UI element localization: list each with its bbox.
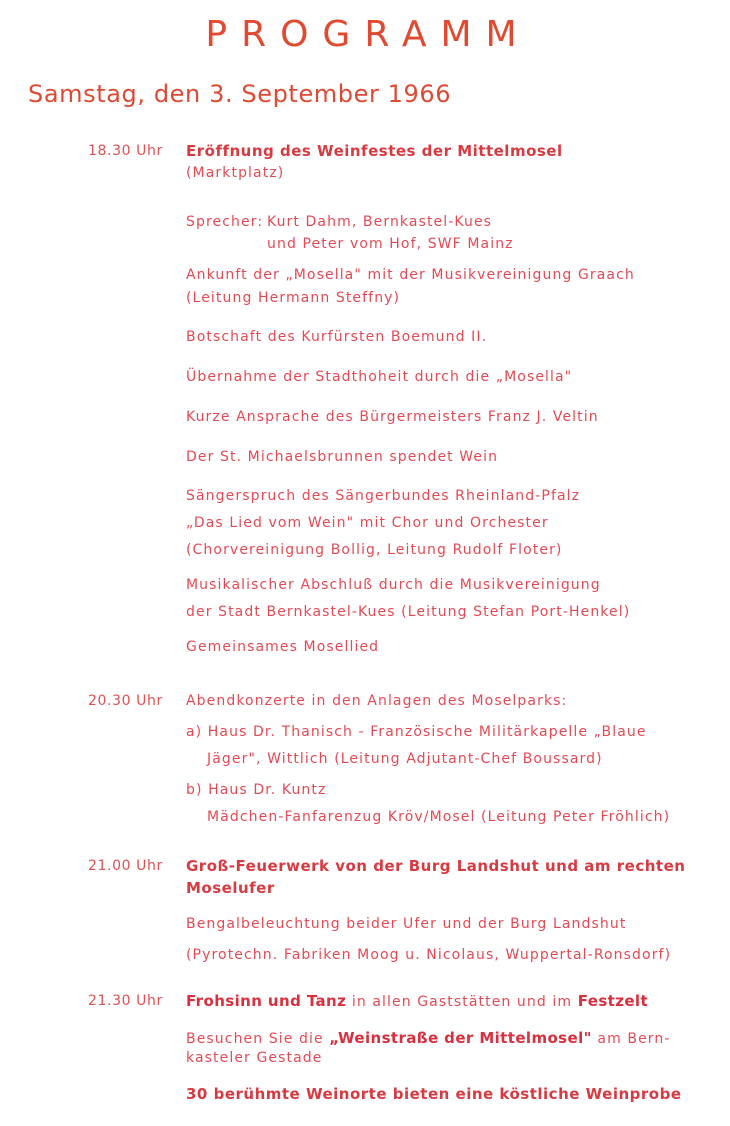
event-location: (Marktplatz) xyxy=(186,165,285,181)
date-heading: Samstag, den 3. September 1966 xyxy=(28,80,452,108)
program-item: (Leitung Hermann Steffny) xyxy=(186,290,401,306)
event-time: 20.30 Uhr xyxy=(88,693,163,709)
program-item: (Pyrotechn. Fabriken Moog u. Nicolaus, Wuppertal-Ronsdorf) xyxy=(186,947,672,963)
speakers-label: Sprecher: xyxy=(186,214,264,230)
visit-text: am Bern- xyxy=(597,1031,671,1047)
program-item: „Das Lied vom Wein" mit Chor und Orchester xyxy=(186,515,549,531)
program-item: Botschaft des Kurfürsten Boemund II. xyxy=(186,329,488,345)
event-time: 21.00 Uhr xyxy=(88,858,163,874)
program-item: kasteler Gestade xyxy=(186,1050,323,1066)
headline-text: in allen Gaststätten und im xyxy=(351,994,573,1010)
program-item: Gemeinsames Mosellied xyxy=(186,639,380,655)
program-item: Jäger", Wittlich (Leitung Adjutant-Chef Boussard) xyxy=(207,751,603,767)
program-item: Ankunft der „Mosella" mit der Musikvereinigung Graach xyxy=(186,267,635,283)
program-item: Kurze Ansprache des Bürgermeisters Franz J. Veltin xyxy=(186,409,599,425)
program-item: der Stadt Bernkastel-Kues (Leitung Stefan Port-Henkel) xyxy=(186,604,631,620)
headline-bold: Frohsinn und Tanz xyxy=(186,992,347,1010)
program-item: Der St. Michaelsbrunnen spendet Wein xyxy=(186,449,499,465)
program-item: Mädchen-Fanfarenzug Kröv/Mosel (Leitung Peter Fröhlich) xyxy=(207,809,671,825)
speakers-line: und Peter vom Hof, SWF Mainz xyxy=(267,236,514,252)
program-item: a) Haus Dr. Thanisch - Französische Militärkapelle „Blaue xyxy=(186,724,647,740)
event-time: 18.30 Uhr xyxy=(88,143,163,159)
program-item: Bengalbeleuchtung beider Ufer und der Burg Landshut xyxy=(186,916,627,932)
headline-bold-festzelt: Festzelt xyxy=(577,992,649,1010)
event-headline: Eröffnung des Weinfestes der Mittelmosel xyxy=(186,142,563,160)
visit-bold: „Weinstraße der Mittelmosel" xyxy=(329,1029,592,1047)
event-headline: Moselufer xyxy=(186,879,275,897)
program-item: (Chorvereinigung Bollig, Leitung Rudolf Floter) xyxy=(186,542,563,558)
event-time: 21.30 Uhr xyxy=(88,993,163,1009)
event-headline: Abendkonzerte in den Anlagen des Moselparks: xyxy=(186,693,568,709)
program-item: b) Haus Dr. Kuntz xyxy=(186,782,327,798)
event-headline xyxy=(186,992,648,1010)
page-title: PROGRAMM xyxy=(205,14,531,55)
program-item: Übernahme der Stadthoheit durch die „Mosella" xyxy=(186,369,573,385)
program-item: Sängerspruch des Sängerbundes Rheinland-Pfalz xyxy=(186,488,581,504)
speakers-line: Kurt Dahm, Bernkastel-Kues xyxy=(267,214,493,230)
visit-text: Besuchen Sie die xyxy=(186,1031,324,1047)
closing-line: 30 berühmte Weinorte bieten eine köstliche Weinprobe xyxy=(186,1085,682,1103)
event-headline: Groß-Feuerwerk von der Burg Landshut und am rechten xyxy=(186,857,686,875)
program-item xyxy=(186,1029,671,1047)
program-item: Musikalischer Abschluß durch die Musikvereinigung xyxy=(186,577,601,593)
